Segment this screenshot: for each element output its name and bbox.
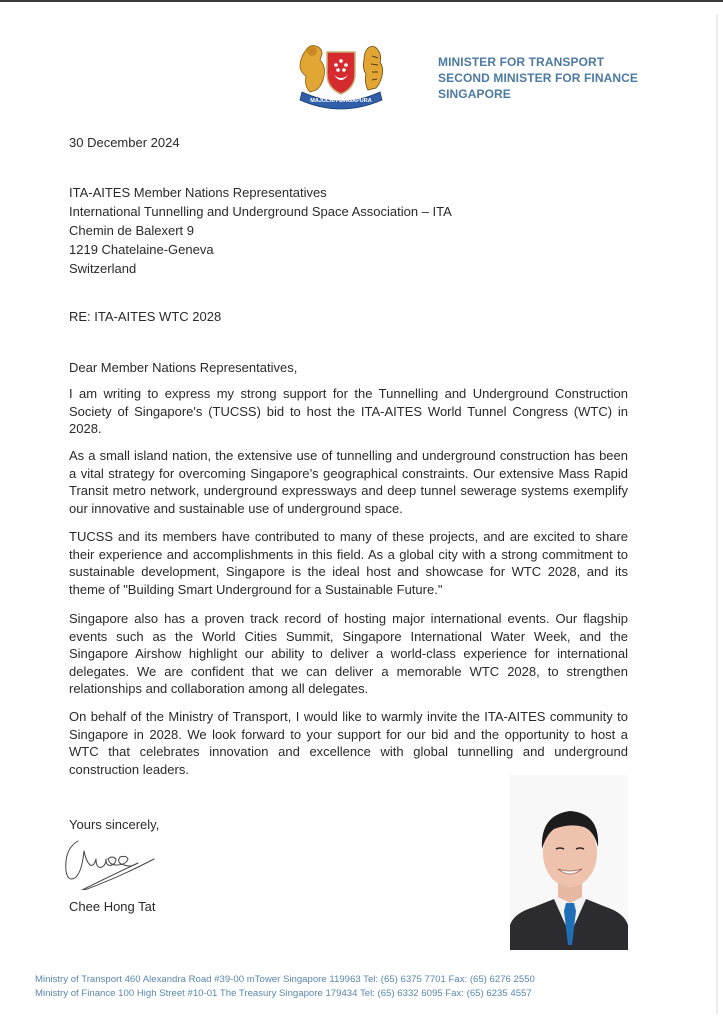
office-line: SECOND MINISTER FOR FINANCE [438,71,639,85]
office-line: MINISTER FOR TRANSPORT [438,55,605,69]
address-line: 1219 Chatelaine-Geneva [69,242,214,257]
closing: Yours sincerely, [69,817,160,832]
office-line: SINGAPORE [438,87,511,101]
subject-line: RE: ITA-AITES WTC 2028 [69,309,222,324]
body-paragraph: On behalf of the Ministry of Transport, I would like to warmly invite the ITA-AITES community to Singapore in 2028. We look forward to your support for our bid and the opportunity to host a WTC that celebrates innovation and excellence with global tunnelling and underground construction leaders. [69,709,628,777]
signer-portrait-photo [510,775,628,950]
letterhead-footer [35,973,535,1000]
signer-name: Chee Hong Tat [69,899,156,914]
body-paragraph: I am writing to express my strong support for the Tunnelling and Underground Construction Society of Singapore's (TUCSS) bid to host the ITA-AITES World Tunnel Congress (WTC) in 2028. [69,386,628,436]
letter-date: 30 December 2024 [69,135,180,150]
body-paragraph: As a small island nation, the extensive use of tunnelling and underground construction has been a vital strategy for overcoming Singapore’s geographical constraints. Our extensive Mass Rapid Transit metro network, underground expressways and deep tunnel sewerage systems exemplify our innovative and sustainable use of underground space. [69,448,628,516]
office-title [438,54,638,102]
footer-line-finance: Ministry of Finance 100 High Street #10-01 The Treasury Singapore 179434 Tel: (65) 6332 6095 Fax: (65) 6235 4557 [35,987,532,999]
handwritten-signature [60,835,170,890]
address-line: Chemin de Balexert 9 [69,223,195,238]
recipient-address [69,183,452,278]
address-line: International Tunnelling and Underground Space Association – ITA [69,204,452,219]
singapore-coat-of-arms-icon [294,40,388,110]
body-paragraph: Singapore also has a proven track record of hosting major international events. Our flagship events such as the World Cities Summit, Singapore International Water Week, and the Singapore Airshow highlight our ability to deliver a world-class experience for international delegates. We are confident that we can deliver a memorable WTC 2028, to strengthen relationships and collaboration among all delegates. [69,611,628,696]
page-edge-shadow [716,14,718,1014]
footer-line-transport: Ministry of Transport 460 Alexandra Road #39-00 mTower Singapore 119963 Tel: (65) 6375 7701 Fax: (65) 6276 2550 [35,974,535,985]
top-border [0,0,723,2]
address-line: ITA-AITES Member Nations Representatives [69,185,327,200]
svg-text:MAJULAH SINGAPURA: MAJULAH SINGAPURA [310,98,372,104]
body-paragraph: TUCSS and its members have contributed to many of these projects, and are excited to share their experience and accomplishments in this field. As a global city with a strong commitment to sustainable development, Singapore is the ideal host and showcase for WTC 2028, and its theme of "Building Smart Underground for a Sustainable Future." [69,529,628,597]
salutation: Dear Member Nations Representatives, [69,360,298,375]
address-line: Switzerland [69,261,137,276]
